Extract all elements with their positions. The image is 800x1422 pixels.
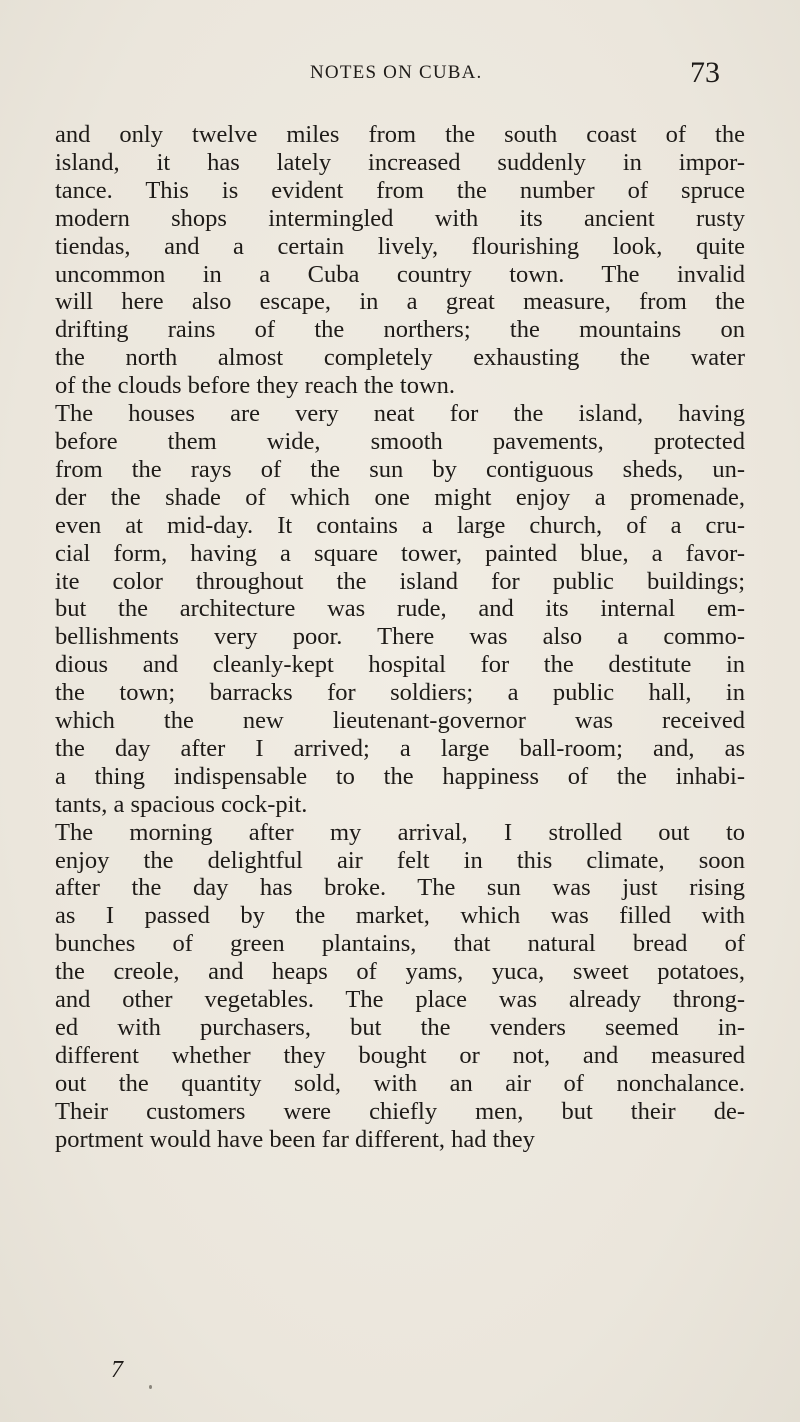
- text-line: The houses are very neat for the island, having: [55, 400, 745, 428]
- text-line: The morning after my arrival, I strolled out to: [55, 818, 745, 846]
- text-line: dious and cleanly-kept hospital for the destitute in: [55, 651, 745, 679]
- text-line: island, it has lately increased suddenly in impor-: [55, 148, 745, 176]
- signature-mark: 7: [111, 1357, 123, 1383]
- text-line: modern shops intermingled with its ancient rusty: [55, 204, 745, 232]
- text-line: ed with purchasers, but the venders seemed in-: [55, 1014, 745, 1041]
- text-line: der the shade of which one might enjoy a promenade,: [55, 483, 745, 511]
- text-line: bellishments very poor. There was also a commo-: [55, 623, 745, 651]
- text-line: even at mid-day. It contains a large church, of a cru-: [55, 511, 745, 539]
- running-head: [0, 52, 800, 92]
- text-line: will here also escape, in a great measure, from the: [55, 288, 745, 316]
- text-line: tiendas, and a certain lively, flourishing look, quite: [55, 232, 745, 260]
- page-header-title: NOTES ON CUBA.: [310, 62, 483, 83]
- text-line: from the rays of the sun by contiguous sheds, un-: [55, 455, 745, 483]
- text-line: bunches of green plantains, that natural bread of: [55, 930, 745, 958]
- text-line: as I passed by the market, which was filled with: [55, 902, 745, 930]
- text-line: the town; barracks for soldiers; a public hall, in: [55, 679, 745, 707]
- text-line: different whether they bought or not, and measured: [55, 1041, 745, 1069]
- text-line: and only twelve miles from the south coast of the: [55, 121, 745, 148]
- page-number: 73: [690, 56, 720, 89]
- body-text: [55, 121, 745, 1154]
- text-line: drifting rains of the northers; the mountains on: [55, 316, 745, 344]
- text-line: a thing indispensable to the happiness of the inhabi-: [55, 762, 745, 790]
- text-line: ite color throughout the island for public buildings;: [55, 567, 745, 595]
- text-line: the north almost completely exhausting the water: [55, 344, 745, 372]
- text-line: the day after I arrived; a large ball-room; and, as: [55, 734, 745, 762]
- text-line: after the day has broke. The sun was just rising: [55, 874, 745, 902]
- text-line: of the clouds before they reach the town.: [55, 372, 456, 400]
- ink-speck: [149, 1385, 152, 1389]
- text-line: enjoy the delightful air felt in this climate, soon: [55, 846, 745, 874]
- text-line: out the quantity sold, with an air of nonchalance.: [55, 1069, 745, 1097]
- text-line: which the new lieutenant-governor was received: [55, 707, 745, 735]
- text-line: tance. This is evident from the number of spruce: [55, 176, 745, 204]
- text-line: Their customers were chiefly men, but their de-: [55, 1097, 745, 1125]
- text-line: and other vegetables. The place was already throng-: [55, 986, 745, 1014]
- text-line: the creole, and heaps of yams, yuca, sweet potatoes,: [55, 958, 745, 986]
- text-line: but the architecture was rude, and its internal em-: [55, 595, 745, 623]
- text-line: cial form, having a square tower, painted blue, a favor-: [55, 539, 745, 567]
- text-line: uncommon in a Cuba country town. The invalid: [55, 260, 745, 288]
- text-line: tants, a spacious cock-pit.: [55, 790, 308, 818]
- text-line: before them wide, smooth pavements, protected: [55, 427, 745, 455]
- text-line: portment would have been far different, had they: [55, 1125, 535, 1153]
